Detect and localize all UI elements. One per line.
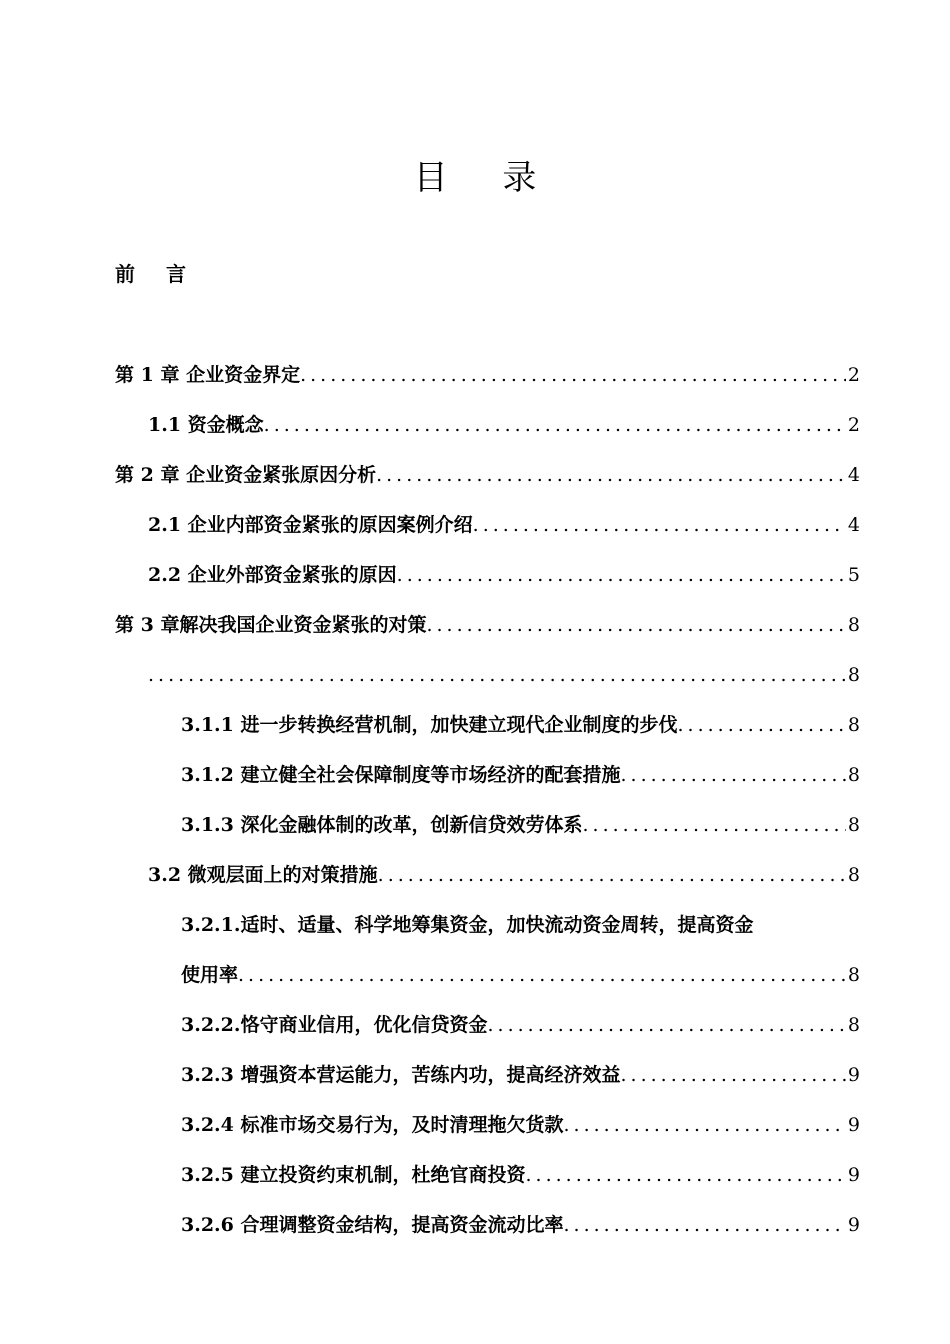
preface-heading: 前 言 (115, 262, 198, 286)
toc-entry[interactable] (115, 1010, 860, 1060)
toc-entry-label-line1[interactable]: 3.2.1.适时、适量、科学地筹集资金，加快流动资金周转，提高资金 (181, 914, 754, 936)
toc-entry-label: 3.2.3 增强资本营运能力，苦练内功，提高经济效益 (181, 1064, 621, 1086)
toc-page-number: 9 (847, 1114, 860, 1136)
toc-entry[interactable] (115, 710, 860, 760)
toc-entry-label: 3.1.2 建立健全社会保障制度等市场经济的配套措施 (181, 764, 621, 786)
toc-entry[interactable] (115, 510, 860, 560)
page-title: 目 录 (413, 158, 559, 198)
toc-entry-label: 1.1 资金概念 (148, 414, 264, 436)
toc-page-number: 4 (847, 464, 860, 486)
table-of-contents (115, 360, 860, 1260)
toc-leader-dots (564, 1210, 846, 1240)
toc-entry[interactable] (115, 460, 860, 510)
toc-page-number: 8 (847, 664, 860, 686)
toc-leader-dots (264, 410, 846, 440)
toc-page-number: 9 (847, 1164, 860, 1186)
toc-entry[interactable] (115, 860, 860, 910)
toc-entry[interactable] (115, 760, 860, 810)
toc-entry[interactable] (115, 560, 860, 610)
toc-entry-label: 3.1.3 深化金融体制的改革，创新信贷效劳体系 (181, 814, 583, 836)
toc-page-number: 9 (847, 1214, 860, 1236)
toc-entry[interactable] (115, 1210, 860, 1260)
toc-leader-dots (148, 660, 846, 690)
toc-entry-label: 使用率 (181, 964, 239, 986)
toc-leader-dots (473, 510, 846, 540)
toc-leader-dots (526, 1160, 846, 1190)
toc-page-number: 8 (847, 1014, 860, 1036)
toc-page-number: 8 (847, 764, 860, 786)
toc-leader-dots (621, 1060, 846, 1090)
toc-entry-label: 3.1.1 进一步转换经营机制，加快建立现代企业制度的步伐 (181, 714, 678, 736)
toc-entry[interactable] (115, 660, 860, 710)
toc-page-number: 8 (847, 864, 860, 886)
toc-page-number: 2 (847, 414, 860, 436)
toc-entry[interactable] (115, 610, 860, 660)
toc-page-number: 2 (847, 364, 860, 386)
toc-leader-dots (378, 860, 846, 890)
toc-page-number: 8 (847, 814, 860, 836)
toc-leader-dots (621, 760, 846, 790)
toc-leader-dots (238, 960, 846, 990)
toc-entry[interactable] (115, 1160, 860, 1210)
toc-entry-label: 3.2.2.恪守商业信用，优化信贷资金 (181, 1014, 488, 1036)
toc-entry-label: 第 3 章解决我国企业资金紧张的对策 (115, 614, 427, 636)
toc-entry-label: 3.2.6 合理调整资金结构，提高资金流动比率 (181, 1214, 564, 1236)
toc-page-number: 8 (847, 964, 860, 986)
toc-entry[interactable] (115, 1060, 860, 1110)
toc-entry-label: 2.2 企业外部资金紧张的原因 (148, 564, 397, 586)
toc-leader-dots (678, 710, 846, 740)
toc-page-number: 5 (847, 564, 860, 586)
toc-entry[interactable] (115, 810, 860, 860)
toc-entry[interactable] (115, 360, 860, 410)
toc-page-number: 4 (847, 514, 860, 536)
toc-leader-dots (583, 810, 846, 840)
toc-leader-dots (564, 1110, 846, 1140)
toc-entry-label: 3.2.5 建立投资约束机制，杜绝官商投资 (181, 1164, 526, 1186)
toc-leader-dots (426, 610, 845, 640)
toc-entry-label: 3.2.4 标准市场交易行为，及时清理拖欠货款 (181, 1114, 564, 1136)
toc-leader-dots (300, 360, 846, 390)
toc-page-number: 8 (847, 614, 860, 636)
toc-entry-label: 3.2 微观层面上的对策措施 (148, 864, 378, 886)
toc-leader-dots (488, 1010, 846, 1040)
toc-page-number: 9 (847, 1064, 860, 1086)
toc-entry-label: 2.1 企业内部资金紧张的原因案例介绍 (148, 514, 473, 536)
toc-page-number: 8 (847, 714, 860, 736)
toc-entry-label: 第 2 章 企业资金紧张原因分析 (115, 464, 377, 486)
toc-entry[interactable] (115, 960, 860, 1010)
toc-leader-dots (397, 560, 846, 590)
toc-entry-label: 第 1 章 企业资金界定 (115, 364, 301, 386)
toc-entry[interactable] (115, 1110, 860, 1160)
toc-leader-dots (376, 460, 846, 490)
toc-entry[interactable] (115, 410, 860, 460)
